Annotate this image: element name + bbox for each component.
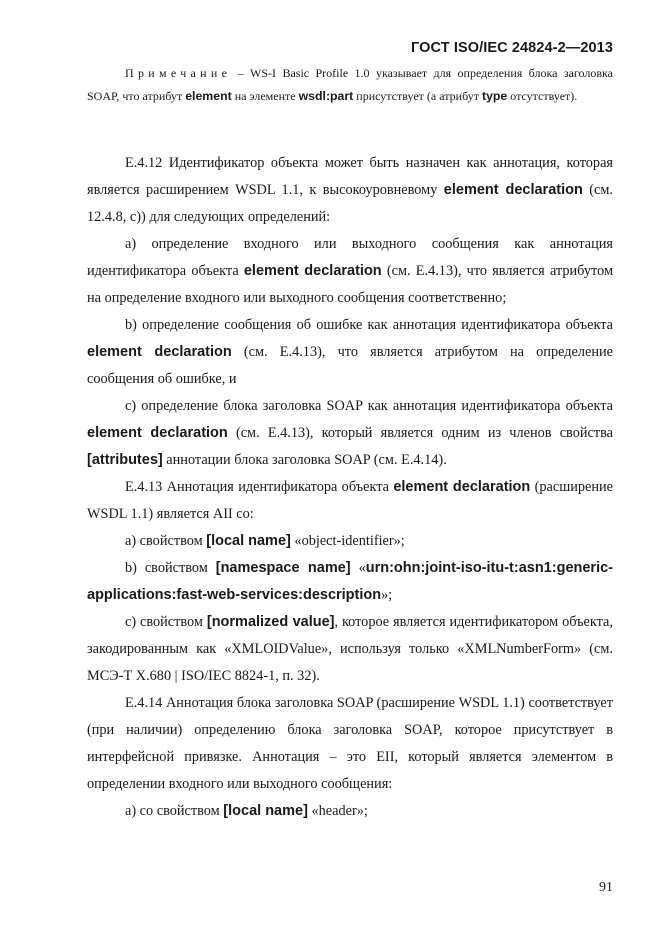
paragraph-item-a: [87, 231, 613, 312]
term-element: element: [185, 88, 232, 103]
note-text-3: присутствует (а атрибут: [353, 88, 482, 103]
term-wsdl-part: wsdl:part: [298, 88, 354, 103]
paragraph-e-4-14-a: [87, 798, 613, 825]
p7-text-3: »;: [381, 587, 393, 603]
p7-text-1: b) свойством: [125, 560, 216, 576]
p8-text-1: c) свойством: [125, 614, 207, 630]
main-content: [87, 150, 613, 825]
document-header: ГОСТ ISO/IEC 24824-2—2013: [411, 40, 613, 56]
p6-text-1: a) свойством: [125, 533, 207, 549]
p10-text-2: «header»;: [307, 803, 368, 819]
p5-text-1: E.4.13 Аннотация идентификатора объекта: [125, 479, 394, 495]
p2-term: element declaration: [243, 263, 382, 279]
p10-term: [local name]: [223, 803, 308, 819]
paragraph-e-4-13: [87, 474, 613, 528]
p1-text-1: E.4.12 Идентификатор объекта может быть назначен как аннотация, которая является расширением WSDL 1.1, к высокоуровневому: [87, 155, 613, 198]
paragraph-e-4-13-c: [87, 609, 613, 690]
paragraph-e-4-12: [87, 150, 613, 231]
page-number: 91: [599, 880, 613, 895]
note-label: Примечание: [125, 66, 232, 80]
p3-text-1: b) определение сообщения об ошибке как аннотация идентификатора объекта: [125, 317, 613, 333]
p8-text-2: , которое является идентификатором объекта, закодированным как «XMLOIDValue», используя только «XMLNumberForm» (см. МСЭ-Т X.680 | ISO/IEC 8824-1, п. 32).: [87, 614, 613, 684]
paragraph-e-4-14: [87, 690, 613, 798]
p2-text-2: (см. E.4.13), что является атрибутом на определение входного или выходного сообщения соответственно;: [87, 263, 614, 306]
p7-term-2: urn:ohn:joint-iso-itu-t:asn1:generic-applications:fast-web-services:description: [87, 560, 613, 603]
p6-text-2: «object-identifier»;: [290, 533, 405, 549]
p4-text-3: аннотации блока заголовка SOAP (см. E.4.14).: [162, 452, 447, 468]
paragraph-e-4-13-b: [87, 555, 613, 609]
paragraph-e-4-13-a: [87, 528, 613, 555]
note-text-4: отсутствует).: [507, 88, 578, 103]
p7-text-2: «: [350, 560, 366, 576]
p3-text-2: (см. E.4.13), что является атрибутом на определение сообщения об ошибке, и: [87, 344, 613, 387]
p9-text-1: E.4.14 Аннотация блока заголовка SOAP (расширение WSDL 1.1) соответствует (при наличии) определению блока заголовка SOAP, которое присутствует в интерфейсной привязке. Аннотация – это EII, который является элементом в определении входного или выходного сообщения:: [87, 695, 613, 792]
note-text-2: на элементе: [231, 88, 299, 103]
note-block: [87, 62, 613, 107]
p8-term: [normalized value]: [206, 614, 335, 630]
paragraph-item-b: [87, 312, 613, 393]
p4-term-2: [attributes]: [87, 452, 163, 468]
p2-text-1: a) определение входного или выходного сообщения как аннотация идентификатора объекта: [87, 236, 613, 279]
p7-term-1: [namespace name]: [215, 560, 351, 576]
p6-term: [local name]: [206, 533, 291, 549]
note-text: [87, 62, 613, 107]
p5-term: element declaration: [393, 479, 531, 495]
p1-text-2: (см. 12.4.8, с)) для следующих определений:: [87, 182, 613, 225]
p10-text-1: a) со свойством: [125, 803, 224, 819]
p4-text-2: (см. E.4.13), который является одним из членов свойства: [227, 425, 613, 441]
p4-term-1: element declaration: [87, 425, 228, 441]
term-type: type: [481, 88, 508, 103]
p4-text-1: c) определение блока заголовка SOAP как аннотация идентификатора объекта: [125, 398, 613, 414]
p1-term: element declaration: [443, 182, 583, 198]
paragraph-item-c: [87, 393, 613, 474]
p5-text-2: (расширение WSDL 1.1) является AII со:: [87, 479, 613, 522]
p3-term: element declaration: [87, 344, 232, 360]
note-text-1: – WS-I Basic Profile 1.0 указывает для определения блока заголовка SOAP, что атрибут: [87, 66, 613, 103]
